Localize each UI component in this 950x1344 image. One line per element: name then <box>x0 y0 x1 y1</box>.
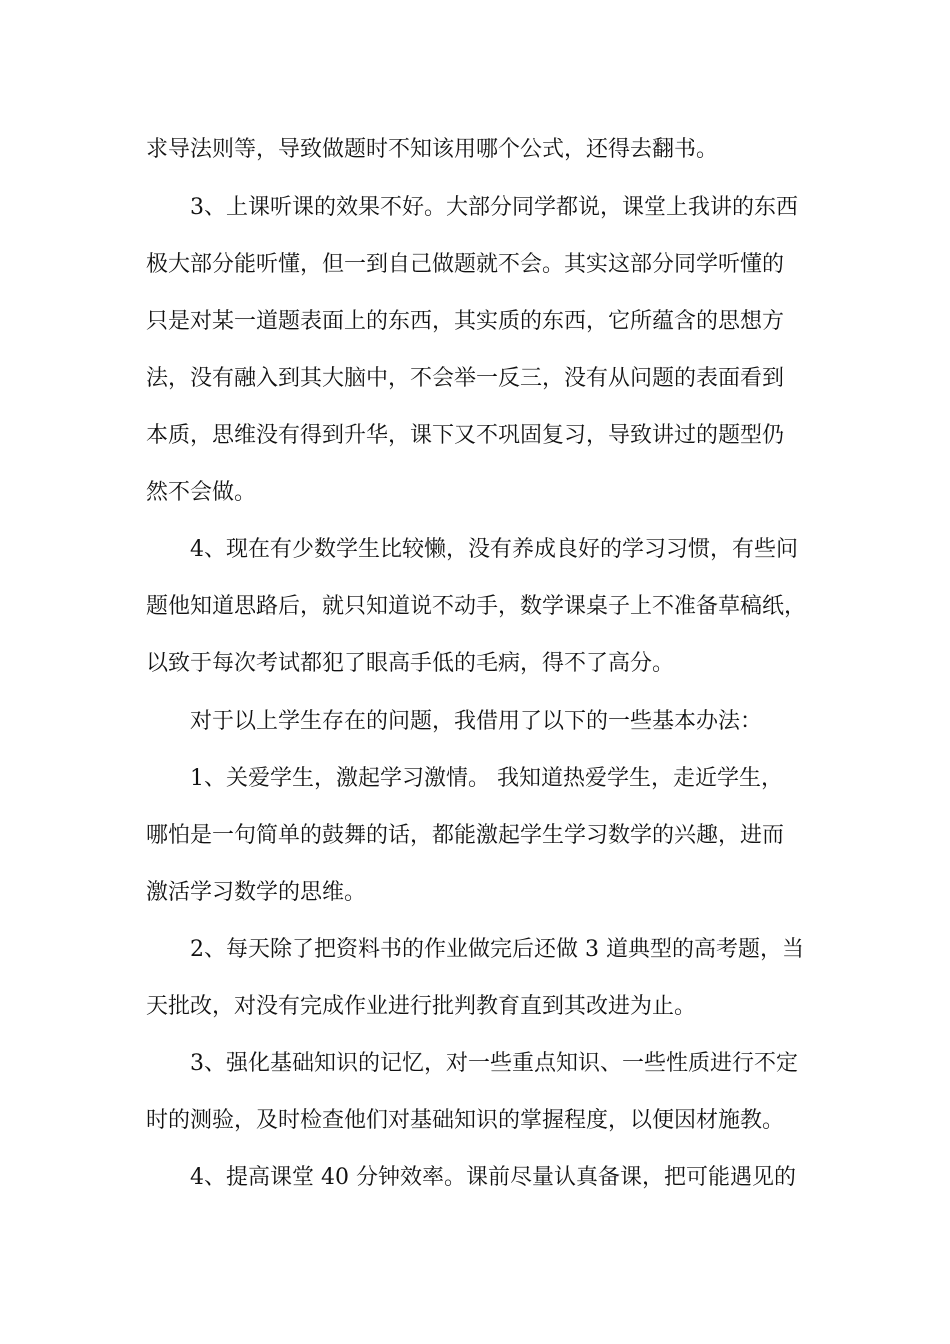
text-line: 以致于每次考试都犯了眼高手低的毛病，得不了高分。 <box>146 651 675 676</box>
text-line: 3、上课听课的效果不好。大部分同学都说，课堂上我讲的东西 <box>190 195 798 220</box>
text-line: 3、强化基础知识的记忆，对一些重点知识、一些性质进行不定 <box>190 1051 798 1076</box>
text-line: 1、关爱学生，激起学习激情。 我知道热爱学生，走近学生， <box>190 766 783 791</box>
text-line: 激活学习数学的思维。 <box>146 880 367 905</box>
text-line: 极大部分能听懂，但一到自己做题就不会。其实这部分同学听懂的 <box>146 252 785 277</box>
text-line: 求导法则等，导致做题时不知该用哪个公式，还得去翻书。 <box>146 137 719 162</box>
text-line: 法，没有融入到其大脑中，不会举一反三，没有从问题的表面看到 <box>146 366 785 391</box>
text-line: 题他知道思路后，就只知道说不动手，数学课桌子上不准备草稿纸， <box>146 594 807 619</box>
text-line: 只是对某一道题表面上的东西，其实质的东西，它所蕴含的思想方 <box>146 309 785 334</box>
text-line: 4、提高课堂 40 分钟效率。课前尽量认真备课，把可能遇见的 <box>190 1165 796 1190</box>
text-line: 天批改，对没有完成作业进行批判教育直到其改进为止。 <box>146 994 697 1019</box>
text-line: 时的测验，及时检查他们对基础知识的掌握程度，以便因材施教。 <box>146 1108 785 1133</box>
text-line: 哪怕是一句简单的鼓舞的话，都能激起学生学习数学的兴趣，进而 <box>146 823 785 848</box>
text-line: 4、现在有少数学生比较懒，没有养成良好的学习习惯，有些问 <box>190 537 798 562</box>
text-line: 对于以上学生存在的问题，我借用了以下的一些基本办法： <box>190 709 763 734</box>
text-line: 本质，思维没有得到升华，课下又不巩固复习，导致讲过的题型仍 <box>146 423 785 448</box>
text-line: 然不会做。 <box>146 480 257 505</box>
text-line: 2、每天除了把资料书的作业做完后还做 3 道典型的高考题，当 <box>190 937 804 962</box>
